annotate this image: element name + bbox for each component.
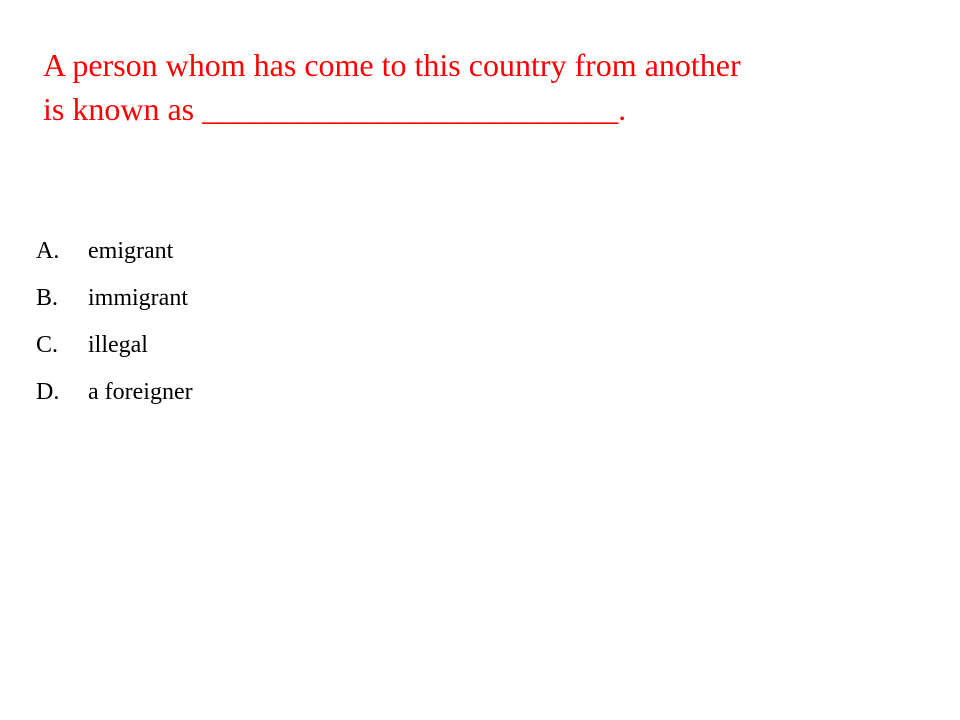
option-letter: B.	[36, 285, 59, 311]
option-text: emigrant	[88, 238, 174, 264]
answer-options	[36, 228, 193, 416]
option-b[interactable]	[36, 275, 193, 322]
option-c[interactable]	[36, 322, 193, 369]
question-text	[43, 43, 923, 131]
option-text: immigrant	[88, 285, 188, 311]
option-text: a foreigner	[88, 379, 193, 405]
option-d[interactable]	[36, 369, 193, 416]
option-text: illegal	[88, 332, 148, 358]
option-letter: D.	[36, 379, 60, 405]
option-a[interactable]	[36, 228, 193, 275]
option-letter: C.	[36, 332, 59, 358]
question-line-1: A person whom has come to this country from another	[43, 47, 741, 83]
question-line-2: is known as __________________________.	[43, 91, 627, 127]
option-letter: A.	[36, 238, 60, 264]
